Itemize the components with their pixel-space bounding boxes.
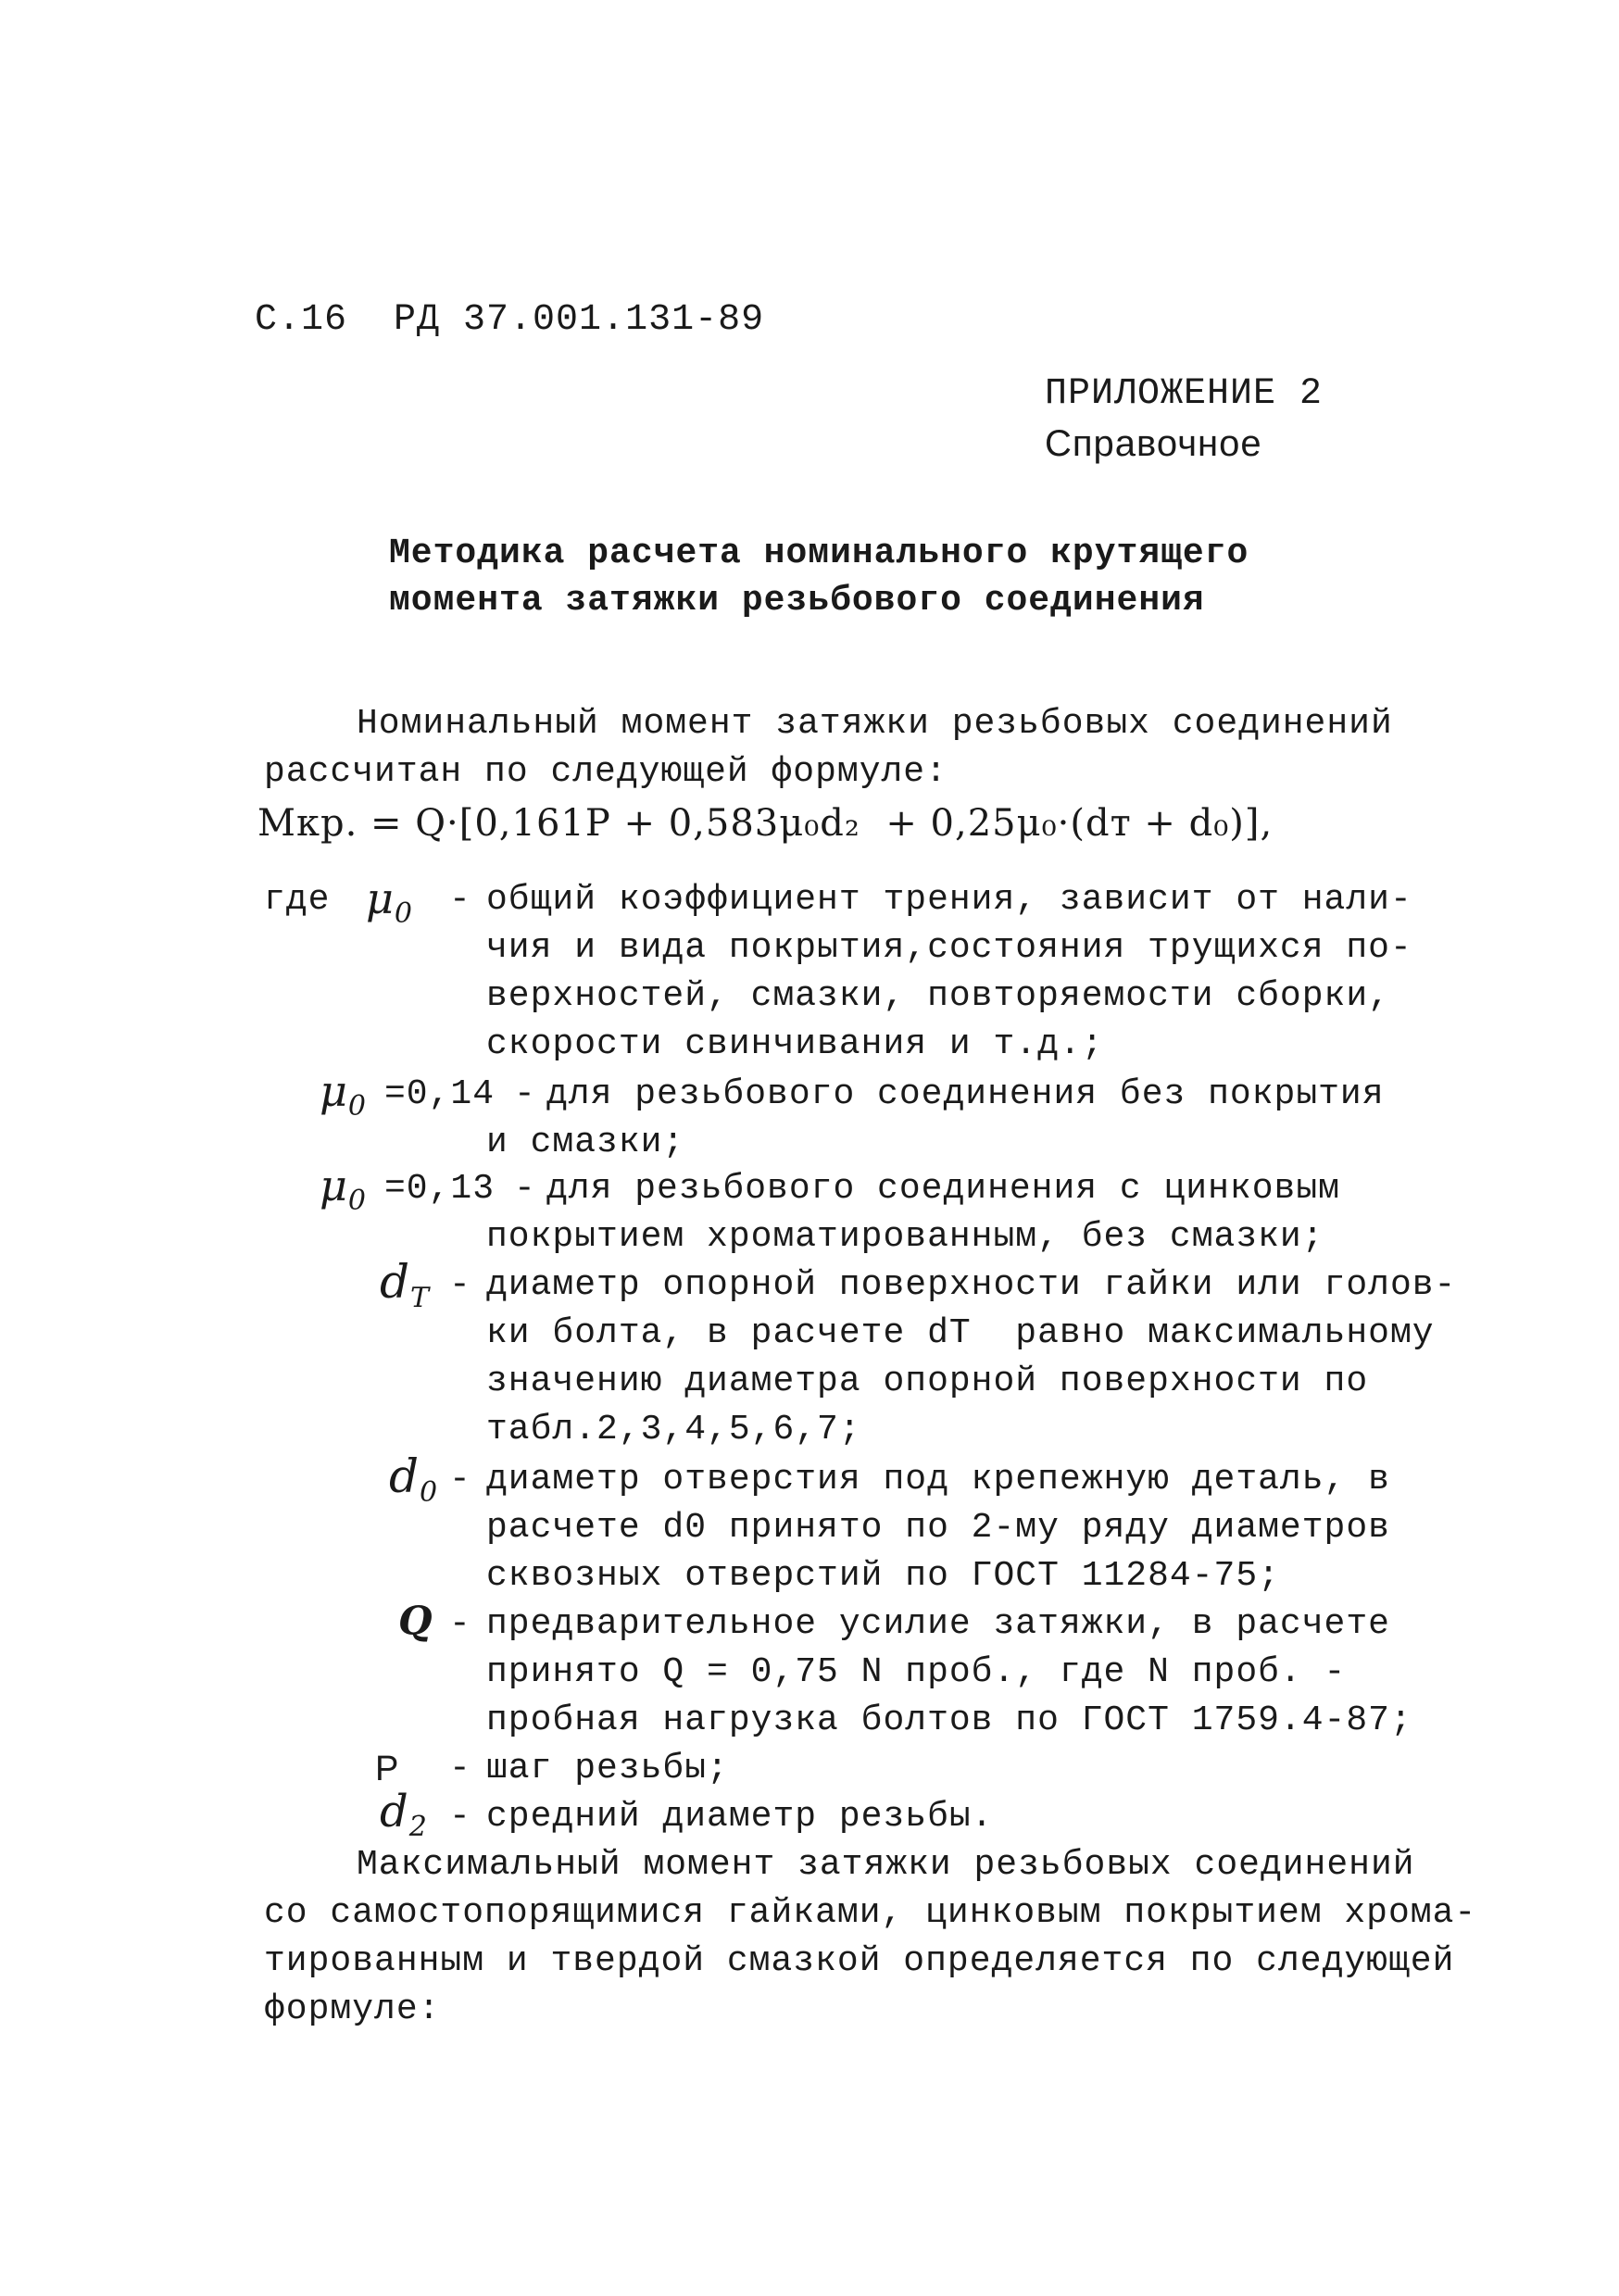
mu0-symbol: $\mu_0$ [366,873,413,930]
d2-desc: средний диаметр резьбы. [486,1797,994,1837]
P-symbol: P [375,1750,400,1788]
appendix-type: Справочное [1045,423,1262,464]
title-line-2: момента затяжки резьбового соединения [389,581,1205,621]
d0-desc-1: диаметр отверстия под крепежную деталь, в [486,1460,1390,1499]
dT-desc-2: ки болта, в расчете dT равно максимальному [486,1313,1435,1353]
d0-desc-2: расчете d0 принято по 2-му ряду диаметров [486,1508,1390,1548]
Q-desc-3: пробная нагрузка болтов по ГОСТ 1759.4-87; [486,1700,1412,1740]
dT-symbol: $d_T$ [380,1255,431,1314]
document-code: С.16 РД 37.001.131-89 [255,299,765,341]
dT-desc-1: диаметр опорной поверхности гайки или голов- [486,1265,1457,1305]
d2-symbol: $d_2$ [380,1786,428,1843]
intro-line-2: рассчитан по следующей формуле: [264,752,948,792]
d0-symbol: $d_0$ [389,1449,439,1509]
mu0-013-value: =0,13 [384,1169,496,1209]
dT-desc-3: значению диаметра опорной поверхности по [486,1361,1369,1401]
where-label: где [264,880,331,920]
mu0-014-value: =0,14 [384,1074,496,1114]
closing-line-4: формуле: [264,1989,441,2029]
dash: - [449,1265,471,1305]
title-line-1: Методика расчета номинального крутящего [389,533,1249,573]
dash: - [449,1604,471,1644]
dT-desc-4: табл.2,3,4,5,6,7; [486,1410,861,1449]
mu0-014-desc-1: для резьбового соединения без покрытия [546,1074,1385,1114]
formula-torque: Мкр. = Q·[0,161P + 0,583μ₀d₂ + 0,25μ₀·(dт + d₀)], [257,802,1274,845]
mu0-013-desc-1: для резьбового соединения с цинковым [546,1169,1340,1209]
dash: - [449,1797,471,1837]
mu0-013-desc-2: покрытием хроматированным, без смазки; [486,1217,1324,1257]
mu0-013-symbol: $\mu_0$ [320,1161,367,1217]
dash: - [449,880,471,920]
dash: - [449,1749,471,1788]
Q-desc-1: предварительное усилие затяжки, в расчете [486,1604,1390,1644]
dash: - [449,1460,471,1499]
mu0-desc-2: чия и вида покрытия,состояния трущихся по- [486,928,1412,968]
mu0-desc-1: общий коэффициент трения, зависит от нали- [486,880,1412,920]
mu0-014-desc-2: и смазки; [486,1123,685,1162]
closing-line-1: Максимальный момент затяжки резьбовых соединений [357,1845,1415,1885]
appendix-label: ПРИЛОЖЕНИЕ 2 [1045,373,1324,415]
closing-line-3: тированным и твердой смазкой определяется по следующей [264,1941,1455,1981]
Q-symbol: Q [398,1598,433,1643]
dash: - [514,1169,535,1209]
closing-line-2: со самостопорящимися гайками, цинковым покрытием хрома- [264,1893,1477,1933]
mu0-desc-4: скорости свинчивания и т.д.; [486,1024,1104,1064]
mu0-desc-3: верхностей, смазки, повторяемости сборки, [486,976,1390,1016]
intro-line-1: Номинальный момент затяжки резьбовых соединений [357,704,1393,744]
mu0-014-symbol: $\mu_0$ [320,1066,367,1123]
d0-desc-3: сквозных отверстий по ГОСТ 11284-75; [486,1556,1280,1596]
dash: - [514,1074,535,1114]
Q-desc-2: принято Q = 0,75 N проб., где N проб. - [486,1652,1347,1692]
P-desc: шаг резьбы; [486,1749,729,1788]
